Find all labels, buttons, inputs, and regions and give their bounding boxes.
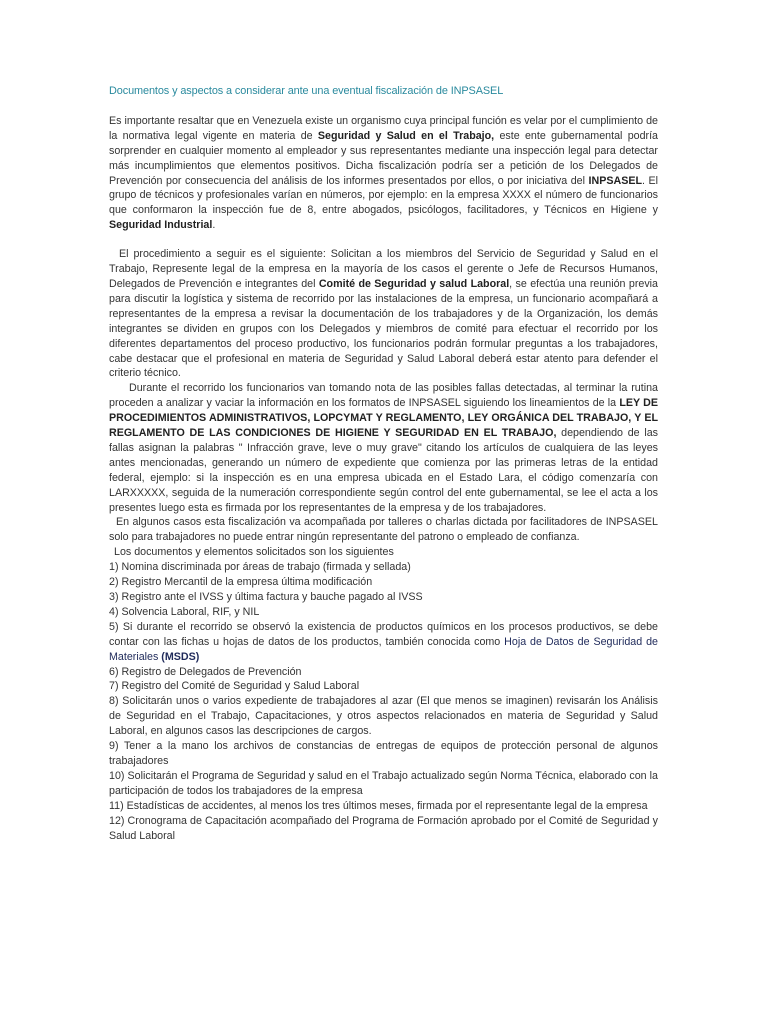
list-item: 8) Solicitarán unos o varios expediente de trabajadores al azar (El que menos se imaginen) revisarán los Análisis de Seguridad en el Trabajo, Capacitaciones, y otros aspectos relacionados en materia de Seguridad y Salud Laboral, en algunos casos las descripciones de cargos. [109, 695, 658, 738]
bold-text: LEY DE PROCEDIMIENTOS ADMINISTRATIVOS, LOPCYMAT Y REGLAMENTO, LEY ORGÁNICA DEL TRABAJO, Y EL REGLAMENTO DE LAS CONDICIONES DE HIGIENE Y SEGURIDAD EN EL TRABAJO, [109, 397, 658, 440]
text-run: . El grupo de técnicos y profesionales varían en números, por ejemplo: en la empresa XXXX el número de funcionarios que conformaron la inspección fue de 8, entre abogados, psicólogos, facilitadores, y Técnicos en Higiene y [109, 174, 658, 217]
paragraph-workshops: En algunos casos esta fiscalización va acompañada por talleres o charlas dictada por facilitadores de INPSASEL solo para trabajadores no puede entrar ningún representante del patrono o empleado de confianza. [109, 516, 658, 544]
list-item [109, 620, 658, 665]
bold-text: Seguridad Industrial [109, 219, 213, 232]
text-run: Durante el recorrido los funcionarios van tomando nota de las posibles fallas detectadas, al terminar la rutina proceden a analizar y vaciar la información en los formatos de INPSASEL siguiendo los lineamientos de la [109, 382, 658, 410]
list-item: 10) Solicitarán el Programa de Seguridad y salud en el Trabajo actualizado según Norma Técnica, elaborado con la participación de todos los trabajadores de la empresa [109, 769, 658, 797]
text-run: . [212, 219, 216, 232]
bold-text: INPSASEL [588, 174, 642, 187]
document-title: Documentos y aspectos a considerar ante una eventual fiscalización de INPSASEL [109, 85, 504, 97]
text-run: dependiendo de las fallas asignan la palabras " Infracción grave, leve o muy grave" citando los artículos de cualquiera de las leyes antes mencionadas, generando un número de expediente que comienza por las primeras letras de la entidad federal, ejemplo: si la inspección es en una empresa ubicada en el Estado Lara, el código comenzaría con LARXXXXX, seguida de la numeración correspondiente según control del ente gubernamental, se lee el acta a los presentes luego esta es firmada por los representantes de la empresa y de los trabajadores. [109, 427, 658, 514]
list-item: 12) Cronograma de Capacitación acompañado del Programa de Formación aprobado por el Comité de Seguridad y Salud Laboral [109, 814, 658, 842]
paragraph-inspection [109, 381, 658, 515]
list-item: 6) Registro de Delegados de Prevención [109, 665, 302, 678]
text-run: , se efectúa una reunión previa para discutir la logística y sistema de recorrido por las instalaciones de la empresa, un funcionario acompañará a representantes de la empresa a revisar la documentación de los trabajadores y de la Organización, los demás integrantes se dividen en grupos con los Delegados y miembros de comité para efectuar el recorrido por los diferentes departamentos del proceso productivo, los funcionarios podrán formular preguntas a los trabajadores, cabe destacar que el profesional en materia de Seguridad y Salud Laboral deberá estar atento para defender el criterio técnico. [109, 277, 658, 380]
list-item: 4) Solvencia Laboral, RIF, y NIL [109, 605, 260, 618]
list-item: 1) Nomina discriminada por áreas de trabajo (firmada y sellada) [109, 561, 411, 574]
list-item: 7) Registro del Comité de Seguridad y Salud Laboral [109, 680, 360, 693]
paragraph-documents-intro: Los documentos y elementos solicitados son los siguientes [114, 546, 394, 559]
msds-link-text: Hoja de Datos de Seguridad de Materiales [109, 635, 658, 663]
text-run: 5) Si durante el recorrido se observó la existencia de productos químicos en los procesos productivos, se debe contar con las fichas u hojas de datos de los productos, también conocida como [109, 620, 658, 648]
text-run: El procedimiento a seguir es el siguiente: Solicitan a los miembros del Servicio de Seguridad y Salud en el Trabajo, Represente legal de la empresa en la mayoría de los casos el gerente o Jefe de Recursos Humanos, Delegados de Prevención e integrantes del [109, 248, 658, 290]
list-item: 3) Registro ante el IVSS y última factura y bauche pagado al IVSS [109, 591, 423, 603]
paragraph-intro [109, 114, 658, 233]
text-run: Es importante resaltar que en Venezuela existe un organismo cuya principal función es velar por el cumplimiento de la normativa legal vigente en materia de [109, 114, 658, 142]
msds-abbrev: (MSDS) [161, 650, 200, 663]
bold-text: Seguridad y Salud en el Trabajo, [317, 129, 495, 142]
list-item: 2) Registro Mercantil de la empresa última modificación [109, 576, 373, 589]
bold-text: Comité de Seguridad y salud Laboral [318, 277, 510, 290]
paragraph-procedure [109, 247, 658, 381]
text-run: este ente gubernamental podría sorprender en cualquier momento al empleador y sus representantes mediante una inspección legal para detectar más incumplimientos que elementos positivos. Dicha fiscalización podría ser a petición de los Delegados de Prevención por consecuencia del análisis de los informes presentados por ellos, o por iniciativa del [109, 129, 658, 187]
list-item: 11) Estadísticas de accidentes, al menos los tres últimos meses, firmada por el representante legal de la empresa [109, 799, 648, 812]
document-page [109, 84, 658, 843]
list-item: 9) Tener a la mano los archivos de constancias de entregas de equipos de protección personal de algunos trabajadores [109, 740, 658, 767]
